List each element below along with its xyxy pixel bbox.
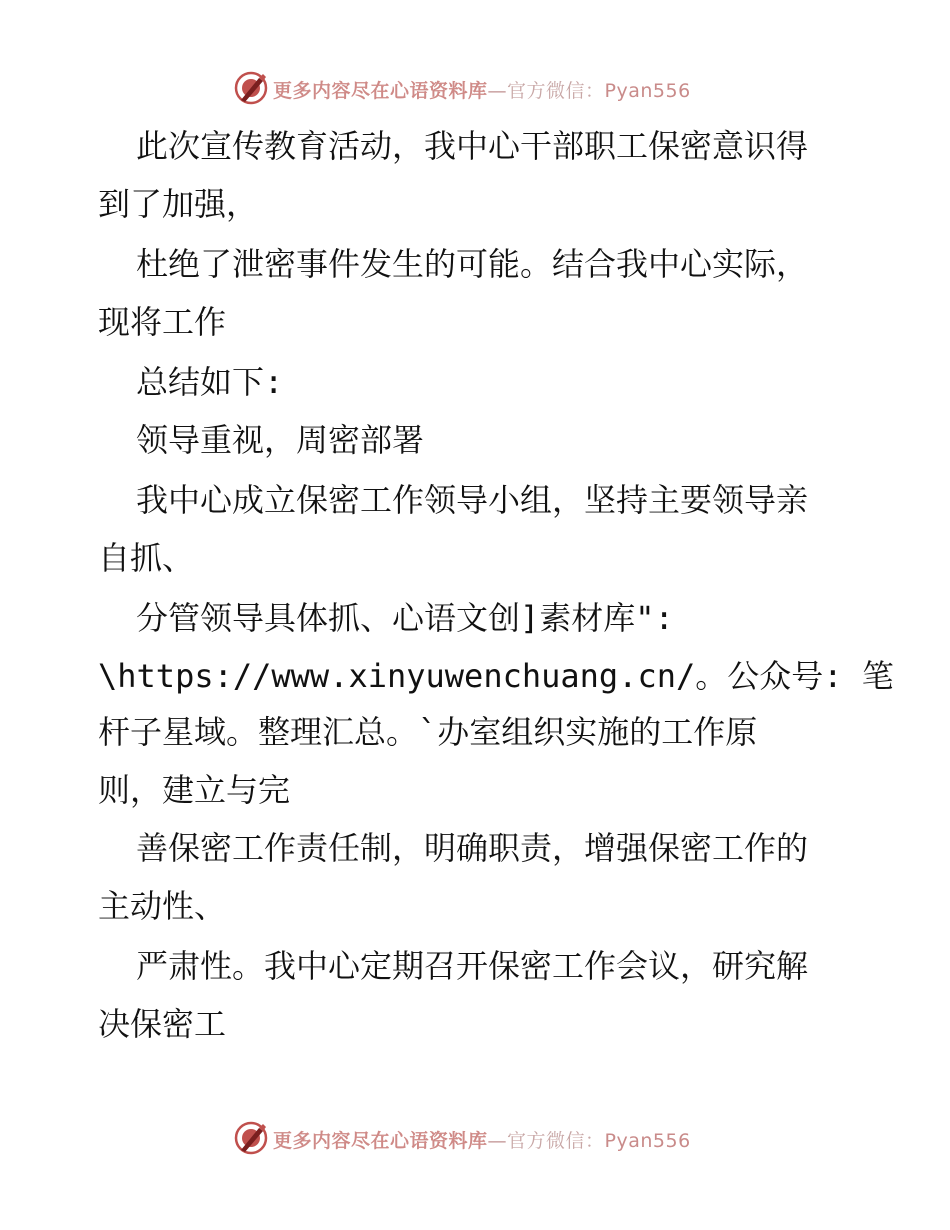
pen-logo-icon [233,1120,269,1156]
banner-wechat-label: 官方微信： [507,1130,605,1152]
banner-text [273,76,691,103]
section-heading: 领导重视，周密部署 [136,421,425,459]
footer-banner [0,1118,950,1162]
body-line: 决保密工 [98,1005,227,1043]
body-line: 到了加强， [98,185,259,223]
header-banner [0,68,950,112]
banner-brand: 更多内容尽在心语资料库 [273,80,488,102]
body-line: 杆子星域。整理汇总。`办室组织实施的工作原 [98,713,758,751]
banner-brand: 更多内容尽在心语资料库 [273,1130,488,1152]
banner-text [273,1126,691,1153]
banner-separator: — [487,80,508,102]
pen-logo-icon [233,70,269,106]
body-line: 主动性、 [98,887,227,925]
body-line: 总结如下: [136,363,284,401]
body-line: 自抓、 [98,539,195,577]
banner-separator: — [487,1130,508,1152]
banner-wechat-id: Pyan556 [604,1130,691,1152]
body-line: 现将工作 [98,303,227,341]
body-line: 善保密工作责任制，明确职责，增强保密工作的 [136,829,809,867]
body-line: 我中心成立保密工作领导小组，坚持主要领导亲 [136,481,809,519]
body-line: 此次宣传教育活动，我中心干部职工保密意识得 [136,127,809,165]
banner-wechat-label: 官方微信： [507,80,605,102]
body-line: 杜绝了泄密事件发生的可能。结合我中心实际， [136,245,809,283]
body-line-url: \https://www.xinyuwenchuang.cn/。公众号: 笔 [98,657,894,695]
body-line: 分管领导具体抓、心语文创]素材库": [136,599,674,637]
banner-wechat-id: Pyan556 [604,80,691,102]
body-line: 严肃性。我中心定期召开保密工作会议，研究解 [136,947,809,985]
body-line: 则，建立与完 [98,771,291,809]
